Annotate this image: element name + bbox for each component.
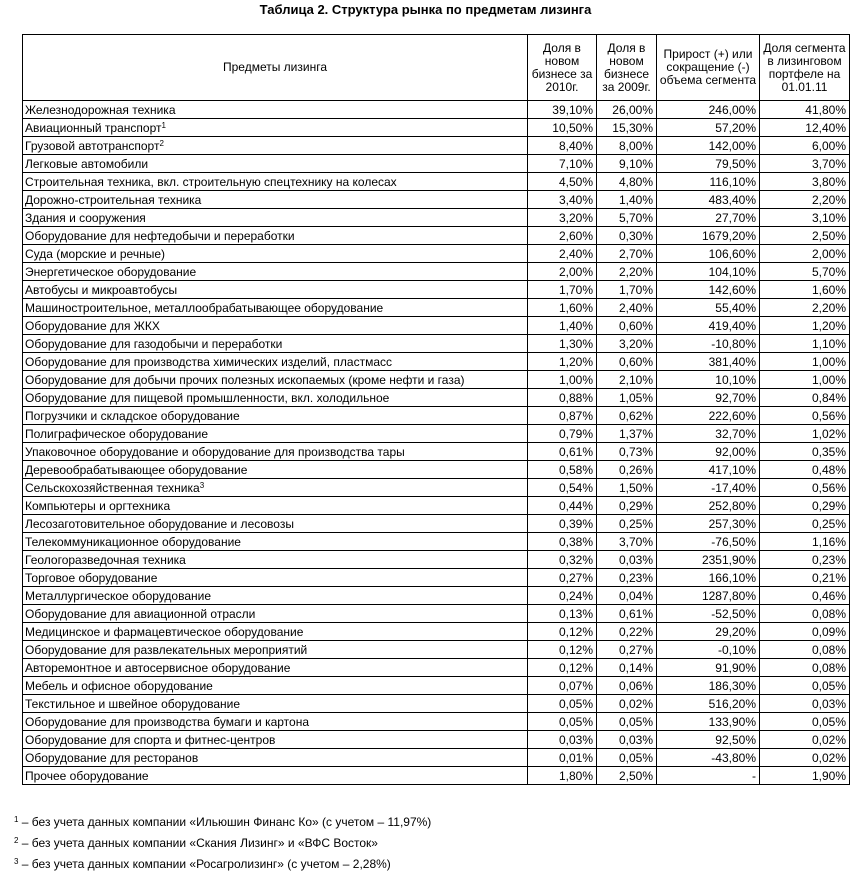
subject-name: Прочее оборудование bbox=[25, 768, 149, 783]
subject-name: Оборудование для нефтедобычи и переработки bbox=[25, 228, 295, 243]
subject-name: Упаковочное оборудование и оборудование для производства тары bbox=[25, 444, 405, 459]
table-row bbox=[23, 443, 850, 461]
subject-name: Оборудование для газодобычи и переработки bbox=[25, 336, 283, 351]
table-row bbox=[23, 731, 850, 749]
cell-portfolio-share: 1,90% bbox=[760, 767, 850, 785]
cell-share-2009: 0,03% bbox=[597, 731, 657, 749]
subject-name: Здания и сооружения bbox=[25, 210, 146, 225]
cell-subject bbox=[23, 587, 528, 605]
cell-share-2010: 1,20% bbox=[528, 353, 597, 371]
column-header-share-2010: Доля в новом бизнесе за 2010г. bbox=[528, 35, 597, 101]
cell-growth: 419,40% bbox=[657, 317, 760, 335]
footnote bbox=[14, 854, 431, 875]
cell-growth: 92,70% bbox=[657, 389, 760, 407]
table-row bbox=[23, 317, 850, 335]
cell-portfolio-share: 0,35% bbox=[760, 443, 850, 461]
footnote-number: 3 bbox=[14, 857, 19, 866]
cell-share-2009: 0,25% bbox=[597, 515, 657, 533]
cell-subject bbox=[23, 155, 528, 173]
cell-share-2010: 0,39% bbox=[528, 515, 597, 533]
cell-portfolio-share: 1,02% bbox=[760, 425, 850, 443]
cell-share-2009: 2,20% bbox=[597, 263, 657, 281]
table-row bbox=[23, 713, 850, 731]
cell-subject bbox=[23, 515, 528, 533]
cell-subject bbox=[23, 389, 528, 407]
cell-share-2009: 1,70% bbox=[597, 281, 657, 299]
cell-share-2010: 0,38% bbox=[528, 533, 597, 551]
subject-name: Оборудование для ресторанов bbox=[25, 750, 199, 765]
cell-share-2010: 0,54% bbox=[528, 479, 597, 497]
table-row bbox=[23, 587, 850, 605]
table-row bbox=[23, 227, 850, 245]
cell-growth: 1679,20% bbox=[657, 227, 760, 245]
cell-share-2010: 39,10% bbox=[528, 101, 597, 119]
subject-name: Телекоммуникационное оборудование bbox=[25, 534, 241, 549]
subject-name: Оборудование для добычи прочих полезных ископаемых (кроме нефти и газа) bbox=[25, 372, 465, 387]
cell-growth: 516,20% bbox=[657, 695, 760, 713]
subject-name: Лесозаготовительное оборудование и лесовозы bbox=[25, 516, 294, 531]
cell-portfolio-share: 0,05% bbox=[760, 677, 850, 695]
subject-name: Оборудование для производства бумаги и картона bbox=[25, 714, 310, 729]
cell-portfolio-share: 0,56% bbox=[760, 407, 850, 425]
cell-growth: -0,10% bbox=[657, 641, 760, 659]
cell-portfolio-share: 0,21% bbox=[760, 569, 850, 587]
cell-portfolio-share: 0,23% bbox=[760, 551, 850, 569]
footnote bbox=[14, 833, 431, 854]
leasing-structure-table bbox=[22, 34, 850, 785]
subject-name: Грузовой автотранспорт bbox=[25, 138, 160, 153]
subject-name: Автобусы и микроавтобусы bbox=[25, 282, 178, 297]
footnote bbox=[14, 812, 431, 833]
cell-share-2009: 2,70% bbox=[597, 245, 657, 263]
cell-share-2009: 0,73% bbox=[597, 443, 657, 461]
cell-subject bbox=[23, 119, 528, 137]
table-row bbox=[23, 299, 850, 317]
table-row bbox=[23, 407, 850, 425]
footnote-text: – без учета данных компании «Скания Лизинг» и «ВФС Восток» bbox=[18, 836, 378, 850]
table-row bbox=[23, 533, 850, 551]
cell-share-2009: 0,22% bbox=[597, 623, 657, 641]
cell-portfolio-share: 1,10% bbox=[760, 335, 850, 353]
table-row bbox=[23, 551, 850, 569]
cell-growth: 2351,90% bbox=[657, 551, 760, 569]
cell-share-2010: 0,12% bbox=[528, 623, 597, 641]
cell-subject bbox=[23, 227, 528, 245]
cell-share-2009: 1,37% bbox=[597, 425, 657, 443]
cell-portfolio-share: 0,08% bbox=[760, 641, 850, 659]
footnote-mark: 2 bbox=[159, 138, 164, 148]
cell-growth: 104,10% bbox=[657, 263, 760, 281]
cell-subject bbox=[23, 641, 528, 659]
table-row bbox=[23, 119, 850, 137]
cell-growth: 1287,80% bbox=[657, 587, 760, 605]
cell-growth: 10,10% bbox=[657, 371, 760, 389]
table-row bbox=[23, 515, 850, 533]
cell-subject bbox=[23, 479, 528, 497]
cell-growth: 417,10% bbox=[657, 461, 760, 479]
footnote-number: 1 bbox=[14, 815, 19, 824]
table-row bbox=[23, 281, 850, 299]
cell-subject bbox=[23, 623, 528, 641]
cell-portfolio-share: 0,09% bbox=[760, 623, 850, 641]
cell-portfolio-share: 0,03% bbox=[760, 695, 850, 713]
cell-share-2009: 2,40% bbox=[597, 299, 657, 317]
cell-subject bbox=[23, 497, 528, 515]
subject-name: Деревообрабатывающее оборудование bbox=[25, 462, 248, 477]
cell-portfolio-share: 2,20% bbox=[760, 191, 850, 209]
cell-subject bbox=[23, 713, 528, 731]
cell-share-2010: 0,32% bbox=[528, 551, 597, 569]
cell-share-2009: 0,05% bbox=[597, 749, 657, 767]
column-header-portfolio-share: Доля сегмента в лизинговом портфеле на 01.01.11 bbox=[760, 35, 850, 101]
cell-growth: 381,40% bbox=[657, 353, 760, 371]
table-row bbox=[23, 137, 850, 155]
table-row bbox=[23, 425, 850, 443]
cell-subject bbox=[23, 605, 528, 623]
footnote-mark: 3 bbox=[199, 480, 205, 490]
cell-subject bbox=[23, 101, 528, 119]
cell-subject bbox=[23, 425, 528, 443]
footnote-mark: 1 bbox=[161, 120, 166, 130]
cell-growth: 483,40% bbox=[657, 191, 760, 209]
cell-share-2009: 0,05% bbox=[597, 713, 657, 731]
cell-subject bbox=[23, 317, 528, 335]
subject-name: Оборудование для производства химических изделий, пластмасс bbox=[25, 354, 392, 369]
table-row bbox=[23, 677, 850, 695]
table-row bbox=[23, 209, 850, 227]
cell-share-2010: 0,79% bbox=[528, 425, 597, 443]
cell-subject bbox=[23, 533, 528, 551]
cell-portfolio-share: 5,70% bbox=[760, 263, 850, 281]
cell-share-2010: 10,50% bbox=[528, 119, 597, 137]
cell-portfolio-share: 41,80% bbox=[760, 101, 850, 119]
subject-name: Оборудование для ЖКХ bbox=[25, 318, 160, 333]
cell-share-2010: 0,03% bbox=[528, 731, 597, 749]
cell-portfolio-share: 1,16% bbox=[760, 533, 850, 551]
table-body bbox=[23, 101, 850, 785]
column-header-share-2009: Доля в новом бизнесе за 2009г. bbox=[597, 35, 657, 101]
cell-subject bbox=[23, 407, 528, 425]
subject-name: Авиационный транспорт bbox=[25, 120, 162, 135]
cell-share-2009: 2,50% bbox=[597, 767, 657, 785]
cell-subject bbox=[23, 695, 528, 713]
cell-share-2009: 0,26% bbox=[597, 461, 657, 479]
cell-share-2009: 0,06% bbox=[597, 677, 657, 695]
cell-share-2010: 1,00% bbox=[528, 371, 597, 389]
cell-growth: 257,30% bbox=[657, 515, 760, 533]
subject-name: Энергетическое оборудование bbox=[25, 264, 197, 279]
cell-share-2010: 7,10% bbox=[528, 155, 597, 173]
cell-share-2009: 0,03% bbox=[597, 551, 657, 569]
subject-name: Оборудование для пищевой промышленности, вкл. холодильное bbox=[25, 390, 390, 405]
cell-growth: 133,90% bbox=[657, 713, 760, 731]
cell-share-2010: 0,07% bbox=[528, 677, 597, 695]
column-header-subject: Предметы лизинга bbox=[23, 35, 528, 101]
cell-growth: 186,30% bbox=[657, 677, 760, 695]
subject-name: Сельскохозяйственная техника bbox=[25, 480, 200, 495]
cell-share-2010: 0,61% bbox=[528, 443, 597, 461]
table-row bbox=[23, 569, 850, 587]
footnote-number: 2 bbox=[14, 836, 19, 845]
cell-subject bbox=[23, 353, 528, 371]
cell-share-2009: 8,00% bbox=[597, 137, 657, 155]
cell-share-2010: 2,40% bbox=[528, 245, 597, 263]
cell-portfolio-share: 1,60% bbox=[760, 281, 850, 299]
footnote-text: – без учета данных компании «Ильюшин Финанс Ко» (с учетом – 11,97%) bbox=[18, 815, 432, 829]
cell-share-2009: 3,20% bbox=[597, 335, 657, 353]
cell-growth: 142,60% bbox=[657, 281, 760, 299]
cell-subject bbox=[23, 263, 528, 281]
cell-share-2010: 0,05% bbox=[528, 695, 597, 713]
header-row bbox=[23, 35, 850, 101]
cell-growth: -43,80% bbox=[657, 749, 760, 767]
cell-share-2010: 1,30% bbox=[528, 335, 597, 353]
cell-growth: 92,50% bbox=[657, 731, 760, 749]
cell-share-2009: 0,27% bbox=[597, 641, 657, 659]
table-row bbox=[23, 479, 850, 497]
cell-share-2009: 26,00% bbox=[597, 101, 657, 119]
subject-name: Строительная техника, вкл. строительную спецтехнику на колесах bbox=[25, 174, 397, 189]
cell-share-2009: 1,05% bbox=[597, 389, 657, 407]
table-row bbox=[23, 659, 850, 677]
subject-name: Железнодорожная техника bbox=[25, 102, 176, 117]
cell-growth: 252,80% bbox=[657, 497, 760, 515]
cell-growth: 29,20% bbox=[657, 623, 760, 641]
cell-subject bbox=[23, 443, 528, 461]
cell-subject bbox=[23, 209, 528, 227]
cell-growth: 222,60% bbox=[657, 407, 760, 425]
cell-share-2010: 1,80% bbox=[528, 767, 597, 785]
cell-portfolio-share: 2,50% bbox=[760, 227, 850, 245]
cell-share-2009: 0,14% bbox=[597, 659, 657, 677]
cell-subject bbox=[23, 749, 528, 767]
cell-share-2010: 0,01% bbox=[528, 749, 597, 767]
cell-subject bbox=[23, 461, 528, 479]
cell-share-2010: 1,60% bbox=[528, 299, 597, 317]
subject-name: Погрузчики и складское оборудование bbox=[25, 408, 240, 423]
cell-portfolio-share: 0,02% bbox=[760, 731, 850, 749]
cell-subject bbox=[23, 281, 528, 299]
cell-growth: - bbox=[657, 767, 760, 785]
subject-name: Компьютеры и оргтехника bbox=[25, 498, 171, 513]
cell-portfolio-share: 1,20% bbox=[760, 317, 850, 335]
table-row bbox=[23, 623, 850, 641]
table-row bbox=[23, 335, 850, 353]
table-row bbox=[23, 371, 850, 389]
cell-share-2009: 0,04% bbox=[597, 587, 657, 605]
cell-growth: 27,70% bbox=[657, 209, 760, 227]
cell-subject bbox=[23, 335, 528, 353]
cell-share-2010: 0,88% bbox=[528, 389, 597, 407]
cell-subject bbox=[23, 659, 528, 677]
cell-share-2009: 0,23% bbox=[597, 569, 657, 587]
cell-growth: -52,50% bbox=[657, 605, 760, 623]
cell-share-2009: 1,50% bbox=[597, 479, 657, 497]
cell-growth: 57,20% bbox=[657, 119, 760, 137]
cell-growth: 55,40% bbox=[657, 299, 760, 317]
cell-share-2009: 15,30% bbox=[597, 119, 657, 137]
cell-share-2010: 0,87% bbox=[528, 407, 597, 425]
subject-name: Дорожно-строительная техника bbox=[25, 192, 202, 207]
cell-portfolio-share: 1,00% bbox=[760, 353, 850, 371]
cell-share-2009: 0,62% bbox=[597, 407, 657, 425]
cell-subject bbox=[23, 767, 528, 785]
cell-growth: 106,60% bbox=[657, 245, 760, 263]
cell-share-2009: 0,02% bbox=[597, 695, 657, 713]
cell-portfolio-share: 0,46% bbox=[760, 587, 850, 605]
cell-share-2009: 0,60% bbox=[597, 317, 657, 335]
cell-portfolio-share: 6,00% bbox=[760, 137, 850, 155]
cell-growth: -76,50% bbox=[657, 533, 760, 551]
cell-share-2009: 3,70% bbox=[597, 533, 657, 551]
cell-share-2009: 0,30% bbox=[597, 227, 657, 245]
table-row bbox=[23, 101, 850, 119]
cell-growth: 116,10% bbox=[657, 173, 760, 191]
cell-share-2010: 2,00% bbox=[528, 263, 597, 281]
table-row bbox=[23, 245, 850, 263]
cell-share-2009: 2,10% bbox=[597, 371, 657, 389]
footnote-text: – без учета данных компании «Росагролизинг» (с учетом – 2,28%) bbox=[18, 857, 391, 871]
cell-portfolio-share: 0,56% bbox=[760, 479, 850, 497]
cell-subject bbox=[23, 371, 528, 389]
subject-name: Полиграфическое оборудование bbox=[25, 426, 208, 441]
cell-growth: 92,00% bbox=[657, 443, 760, 461]
cell-portfolio-share: 0,84% bbox=[760, 389, 850, 407]
cell-growth: -17,40% bbox=[657, 479, 760, 497]
cell-growth: 142,00% bbox=[657, 137, 760, 155]
subject-name: Машиностроительное, металлообрабатывающее оборудование bbox=[25, 300, 384, 315]
cell-share-2009: 0,61% bbox=[597, 605, 657, 623]
table-row bbox=[23, 461, 850, 479]
cell-share-2010: 0,58% bbox=[528, 461, 597, 479]
cell-subject bbox=[23, 731, 528, 749]
cell-growth: 32,70% bbox=[657, 425, 760, 443]
cell-subject bbox=[23, 677, 528, 695]
cell-portfolio-share: 0,08% bbox=[760, 659, 850, 677]
footnotes bbox=[14, 812, 431, 875]
table-row bbox=[23, 497, 850, 515]
cell-share-2009: 4,80% bbox=[597, 173, 657, 191]
cell-portfolio-share: 0,02% bbox=[760, 749, 850, 767]
table-row bbox=[23, 749, 850, 767]
cell-share-2010: 0,27% bbox=[528, 569, 597, 587]
cell-growth: 166,10% bbox=[657, 569, 760, 587]
column-header-growth: Прирост (+) или сокращение (-) объема сегмента bbox=[657, 35, 760, 101]
cell-portfolio-share: 3,70% bbox=[760, 155, 850, 173]
cell-share-2009: 1,40% bbox=[597, 191, 657, 209]
cell-portfolio-share: 3,80% bbox=[760, 173, 850, 191]
cell-portfolio-share: 2,00% bbox=[760, 245, 850, 263]
cell-share-2010: 0,12% bbox=[528, 641, 597, 659]
cell-share-2010: 0,13% bbox=[528, 605, 597, 623]
subject-name: Медицинское и фармацевтическое оборудование bbox=[25, 624, 304, 639]
table-row bbox=[23, 641, 850, 659]
cell-share-2010: 3,20% bbox=[528, 209, 597, 227]
cell-share-2010: 2,60% bbox=[528, 227, 597, 245]
table-row bbox=[23, 263, 850, 281]
cell-share-2010: 0,44% bbox=[528, 497, 597, 515]
table-row bbox=[23, 173, 850, 191]
table-row bbox=[23, 389, 850, 407]
cell-share-2010: 0,24% bbox=[528, 587, 597, 605]
cell-share-2009: 0,29% bbox=[597, 497, 657, 515]
cell-portfolio-share: 0,08% bbox=[760, 605, 850, 623]
subject-name: Мебель и офисное оборудование bbox=[25, 678, 213, 693]
cell-portfolio-share: 1,00% bbox=[760, 371, 850, 389]
subject-name: Суда (морские и речные) bbox=[25, 246, 165, 261]
cell-share-2009: 9,10% bbox=[597, 155, 657, 173]
cell-share-2009: 0,60% bbox=[597, 353, 657, 371]
cell-share-2010: 0,12% bbox=[528, 659, 597, 677]
subject-name: Оборудование для авиационной отрасли bbox=[25, 606, 256, 621]
cell-subject bbox=[23, 173, 528, 191]
cell-subject bbox=[23, 191, 528, 209]
cell-share-2010: 0,05% bbox=[528, 713, 597, 731]
cell-portfolio-share: 2,20% bbox=[760, 299, 850, 317]
cell-subject bbox=[23, 137, 528, 155]
cell-portfolio-share: 0,29% bbox=[760, 497, 850, 515]
table-row bbox=[23, 191, 850, 209]
table-row bbox=[23, 695, 850, 713]
cell-growth: 246,00% bbox=[657, 101, 760, 119]
table-row bbox=[23, 767, 850, 785]
cell-subject bbox=[23, 569, 528, 587]
cell-share-2009: 5,70% bbox=[597, 209, 657, 227]
table-title: Таблица 2. Структура рынка по предметам лизинга bbox=[259, 2, 592, 17]
cell-portfolio-share: 3,10% bbox=[760, 209, 850, 227]
table-row bbox=[23, 155, 850, 173]
cell-share-2010: 3,40% bbox=[528, 191, 597, 209]
cell-growth: -10,80% bbox=[657, 335, 760, 353]
subject-name: Металлургическое оборудование bbox=[25, 588, 212, 603]
cell-subject bbox=[23, 551, 528, 569]
subject-name: Текстильное и швейное оборудование bbox=[25, 696, 241, 711]
cell-portfolio-share: 0,25% bbox=[760, 515, 850, 533]
subject-name: Торговое оборудование bbox=[25, 570, 158, 585]
cell-share-2010: 8,40% bbox=[528, 137, 597, 155]
cell-subject bbox=[23, 245, 528, 263]
cell-portfolio-share: 0,48% bbox=[760, 461, 850, 479]
subject-name: Авторемонтное и автосервисное оборудование bbox=[25, 660, 291, 675]
cell-share-2010: 1,40% bbox=[528, 317, 597, 335]
table-row bbox=[23, 353, 850, 371]
cell-growth: 79,50% bbox=[657, 155, 760, 173]
cell-subject bbox=[23, 299, 528, 317]
cell-share-2010: 4,50% bbox=[528, 173, 597, 191]
cell-growth: 91,90% bbox=[657, 659, 760, 677]
cell-portfolio-share: 0,05% bbox=[760, 713, 850, 731]
table-row bbox=[23, 605, 850, 623]
subject-name: Легковые автомобили bbox=[25, 156, 149, 171]
cell-share-2010: 1,70% bbox=[528, 281, 597, 299]
subject-name: Оборудование для развлекательных мероприятий bbox=[25, 642, 308, 657]
cell-portfolio-share: 12,40% bbox=[760, 119, 850, 137]
subject-name: Геологоразведочная техника bbox=[25, 552, 186, 567]
subject-name: Оборудование для спорта и фитнес-центров bbox=[25, 732, 276, 747]
